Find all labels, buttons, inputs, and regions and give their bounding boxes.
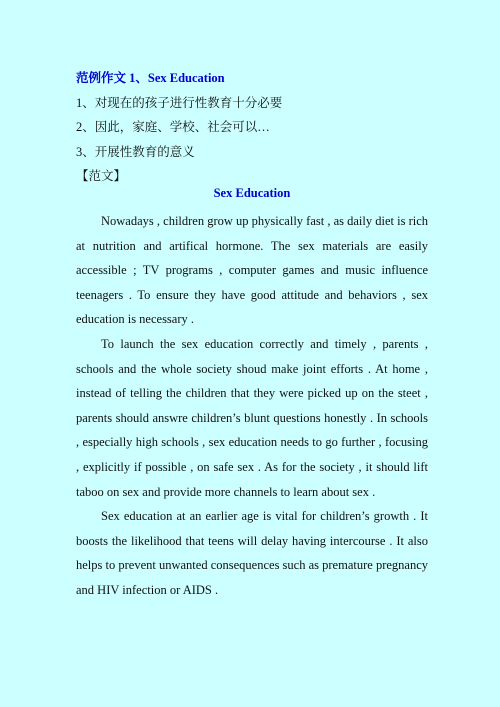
document-title: 范例作文 1、Sex Education (76, 71, 225, 85)
essay-body (76, 209, 428, 603)
outline-point-1: 1、对现在的孩子进行性教育十分必要 (76, 95, 283, 110)
essay-paragraph-2: To launch the sex education correctly and timely , parents , schools and the whole society shoud make joint efforts . At home , instead of telling the children that they were picked up on the steet , parents should answre children’s blunt questions honestly . In schools , especially high schools , sex education needs to go further , focusing , explicitly if possible , on safe sex . As for the society , it should lift taboo on sex and provide more channels to learn about sex . (76, 336, 428, 499)
outline-block (76, 66, 436, 189)
outline-point-3: 3、开展性教育的意义 (76, 144, 195, 159)
essay-paragraph-3: Sex education at an earlier age is vital for children’s growth . It boosts the likelihood that teens will delay having intercourse . It also helps to prevent unwanted consequences such as premature pregnancy and HIV infection or AIDS . (76, 509, 428, 597)
outline-point-2: 2、因此，家庭、学校、社会可以… (76, 120, 270, 134)
essay-paragraph-1: Nowadays , children grow up physically fast , as daily diet is rich at nutrition and artifical hormone. The sex materials are easily accessible ; TV programs , computer games and music influence teenagers . To ensure they have good attitude and behaviors , sex education is necessary . (76, 214, 429, 327)
sample-essay-label: 【范文】 (76, 169, 127, 183)
essay-title: Sex Education (213, 186, 291, 200)
